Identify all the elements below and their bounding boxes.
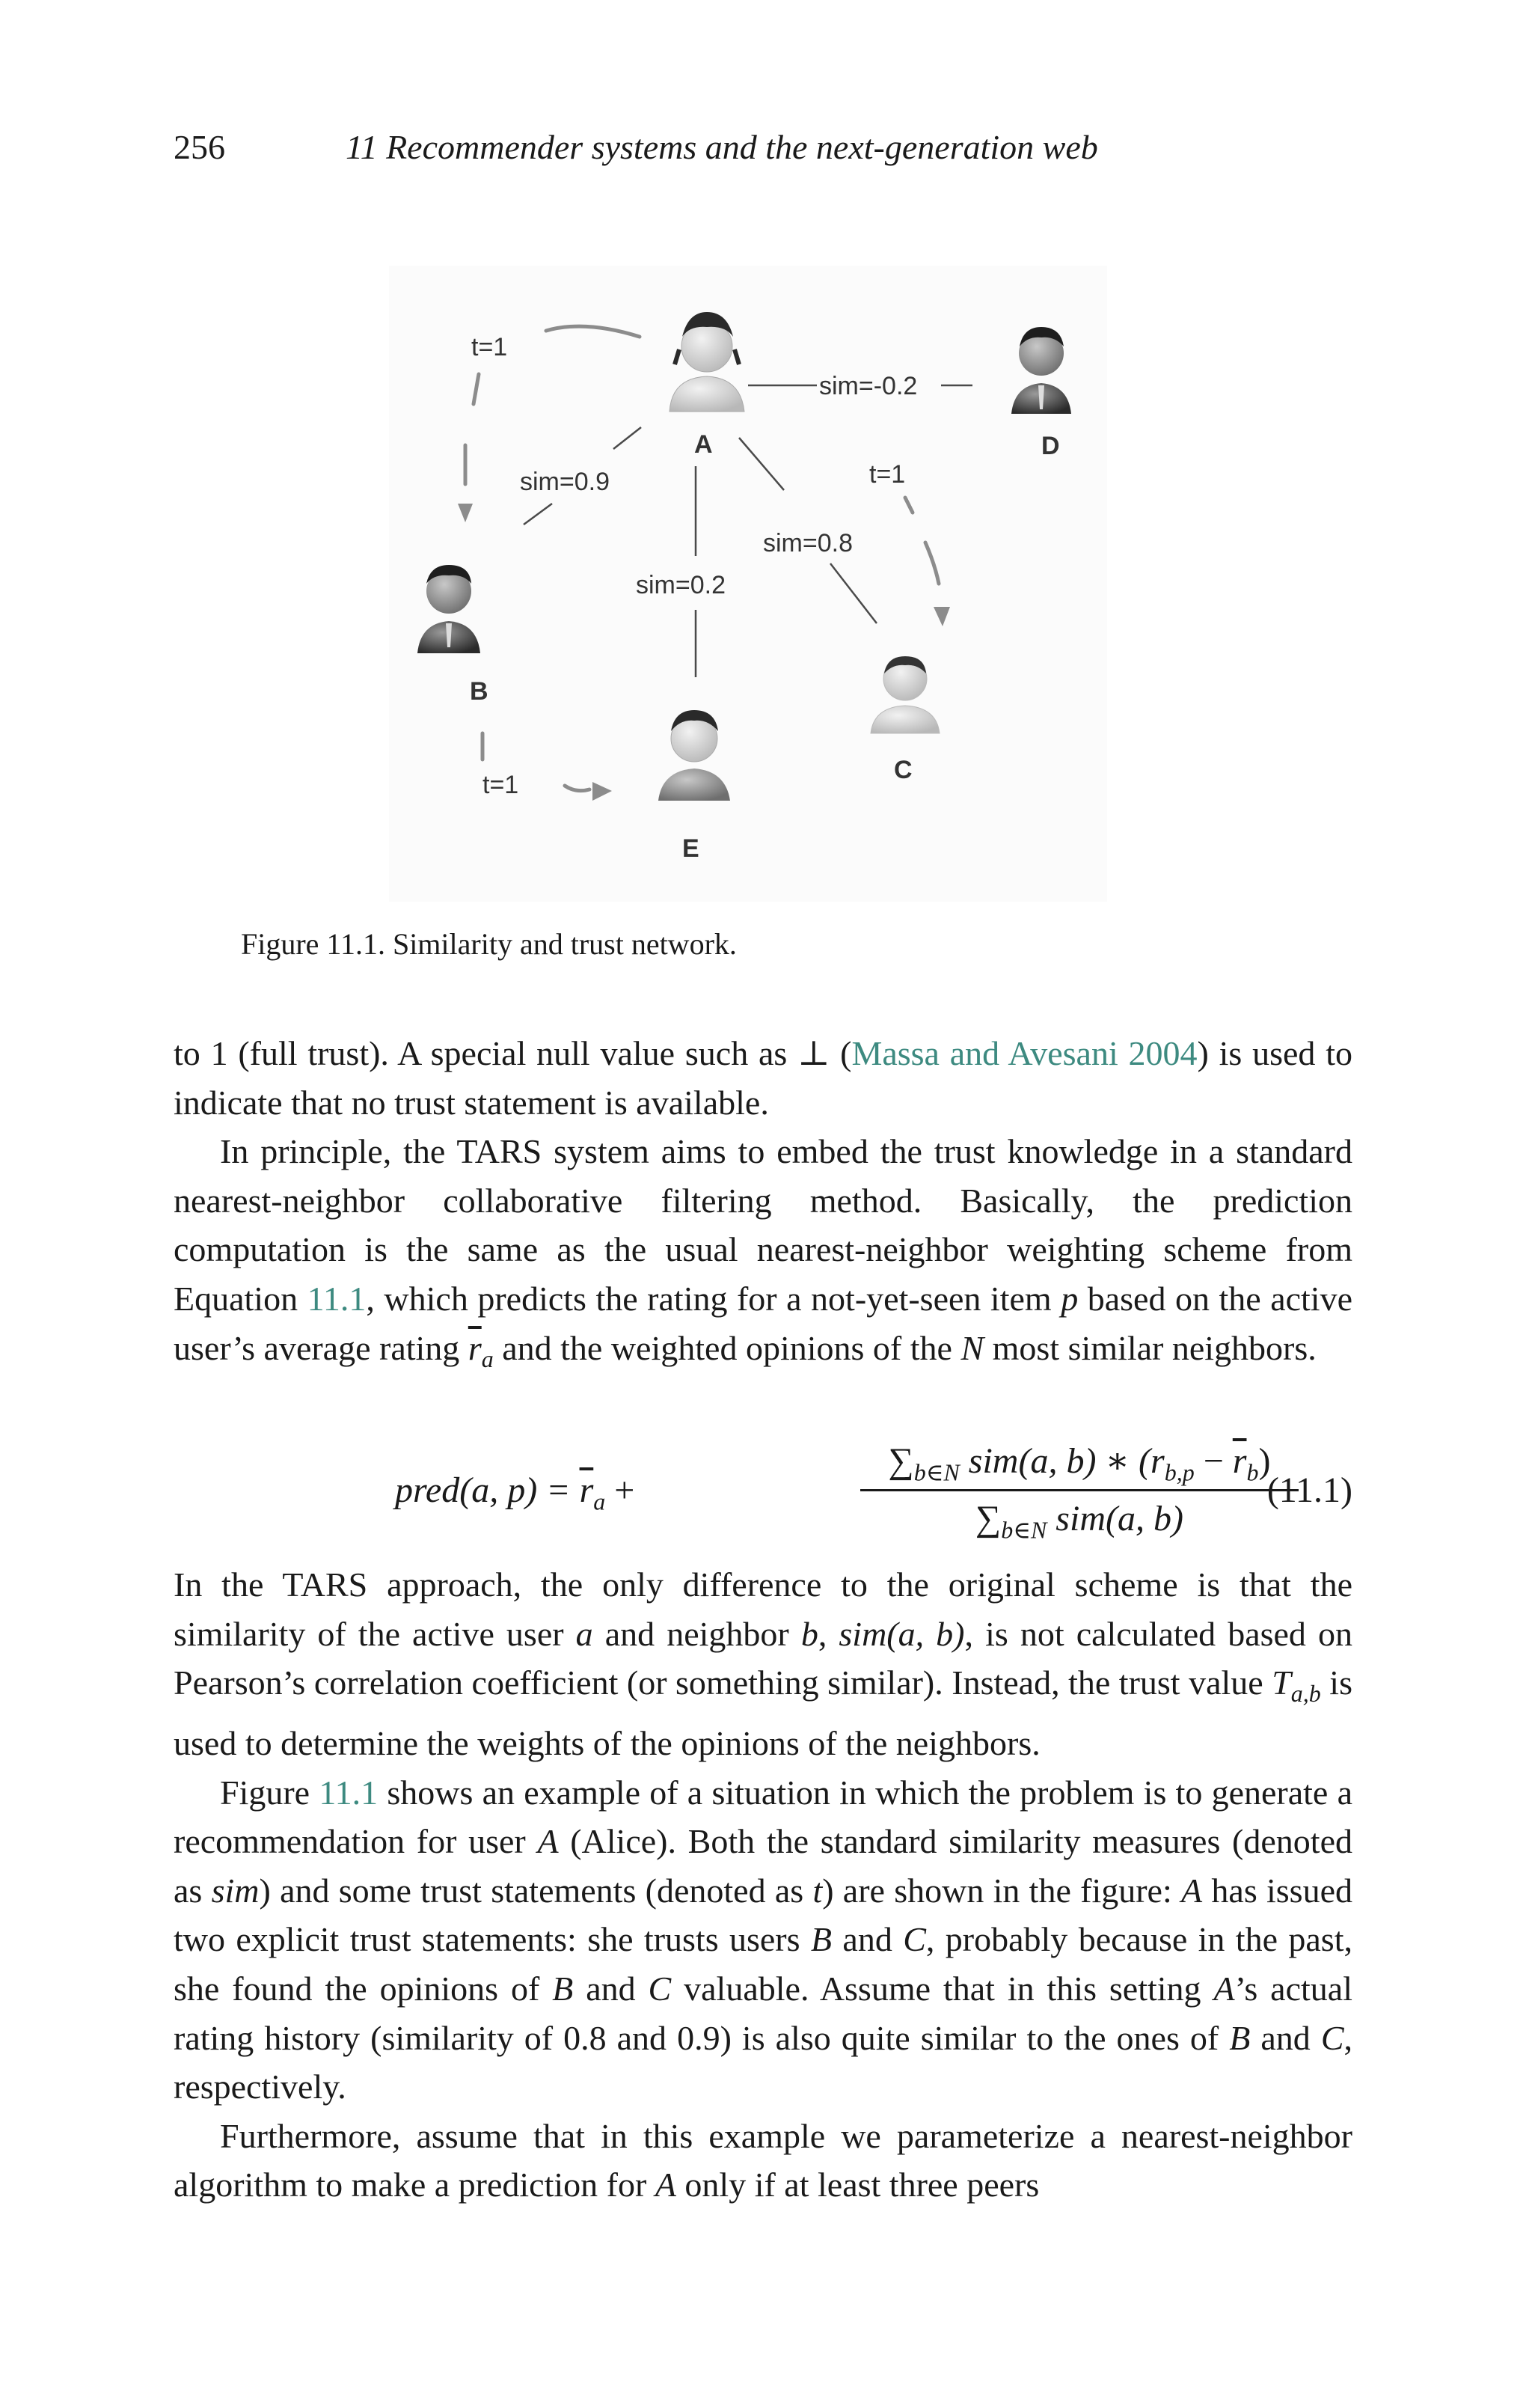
equation-numerator: $\sum_{b\in N}$ sim(a, b) ∗ $(r_{b,p} - \overline{r}_b)$ bbox=[888, 1441, 1271, 1486]
node-label-c: C bbox=[894, 756, 913, 784]
node-label-a: A bbox=[694, 430, 713, 459]
trust-network-figure bbox=[389, 266, 1107, 902]
equation-ref-link[interactable]: 11.1 bbox=[307, 1279, 367, 1318]
figure-ref-link[interactable]: 11.1 bbox=[319, 1773, 379, 1812]
paragraph-nearest-neighbor: Furthermore, assume that in this example we parameterize a nearest-neighbor algorithm to make a prediction for A only if at least three peers bbox=[174, 2116, 1352, 2204]
edge-label-trust-ab: t=1 bbox=[471, 333, 508, 361]
paragraph-tars-principle: In principle, the TARS system aims to embed the trust knowledge in a standard nearest-neighbor collaborative filtering method. Basically, the prediction computation is the same as the usual nearest-neighbor weighting scheme from Equation 11.1, which predicts the rating for a not-yet-seen item p based on the active user’s average rating $\overline{r}_a$ and the weighted opinions of the N most similar neighbors. bbox=[174, 1132, 1353, 1372]
avg-rating-symbol: $\overline{r}$ bbox=[468, 1328, 482, 1367]
edge-label-sim-ae: sim=0.2 bbox=[636, 571, 726, 599]
edge-label-sim-ab: sim=0.9 bbox=[520, 468, 610, 496]
page-number: 256 bbox=[174, 128, 225, 166]
equation-11-1 bbox=[174, 1429, 1352, 1549]
equation-lhs: pred(a, $p) = \overline{r}_a$ + bbox=[395, 1470, 635, 1515]
equation-number: (11.1) bbox=[1266, 1470, 1352, 1510]
running-header bbox=[174, 127, 1355, 172]
body-text-top bbox=[174, 1029, 1352, 1384]
node-label-e: E bbox=[682, 834, 699, 863]
paragraph-figure-example: Figure 11.1 shows an example of a situation in which the problem is to generate a recommendation for user A (Alice). Both the standard similarity measures (denoted as sim) and some trust statements (denoted as t) are shown in the figure: A has issued two explicit trust statements: she trusts users B and C, probably because in the past, she found the opinions of B and C valuable. Assume that in this setting A’s actual rating history (similarity of 0.8 and 0.9) is also quite similar to the ones of B and C, respectively. bbox=[174, 1773, 1352, 2106]
fraction-bar bbox=[860, 1489, 1299, 1491]
edge-label-sim-ac: sim=0.8 bbox=[763, 529, 853, 557]
edge-label-trust-ac: t=1 bbox=[869, 460, 906, 489]
paragraph-tars-approach: In the TARS approach, the only difference to the original scheme is that the similarity of the active user a and neighbor b, sim(a, b), is not calculated based on Pearson’s correlation coefficient (or something similar). Instead, the trust value $T_{a,b}$ is used to determine the weights of the opinions of the neighbors. bbox=[174, 1565, 1353, 1762]
body-text-bottom bbox=[174, 1560, 1352, 2210]
edge-label-trust-be: t=1 bbox=[482, 771, 519, 799]
edge-label-sim-ad: sim=-0.2 bbox=[819, 372, 918, 400]
chapter-title: 11 Recommender systems and the next-generation web bbox=[346, 128, 1098, 166]
equation-fraction bbox=[860, 1429, 1299, 1544]
node-label-d: D bbox=[1041, 432, 1060, 460]
figure-caption: Figure 11.1. Similarity and trust network. bbox=[241, 927, 737, 961]
paragraph-null-trust: to 1 (full trust). A special null value such as ⊥ (Massa and Avesani 2004) is used to indicate that no trust statement is available. bbox=[174, 1034, 1352, 1122]
citation-link[interactable]: Massa and Avesani 2004 bbox=[851, 1034, 1198, 1072]
equation-denominator: $\sum_{b\in N}$ sim(a, b) bbox=[975, 1499, 1183, 1544]
node-label-b: B bbox=[470, 677, 488, 706]
